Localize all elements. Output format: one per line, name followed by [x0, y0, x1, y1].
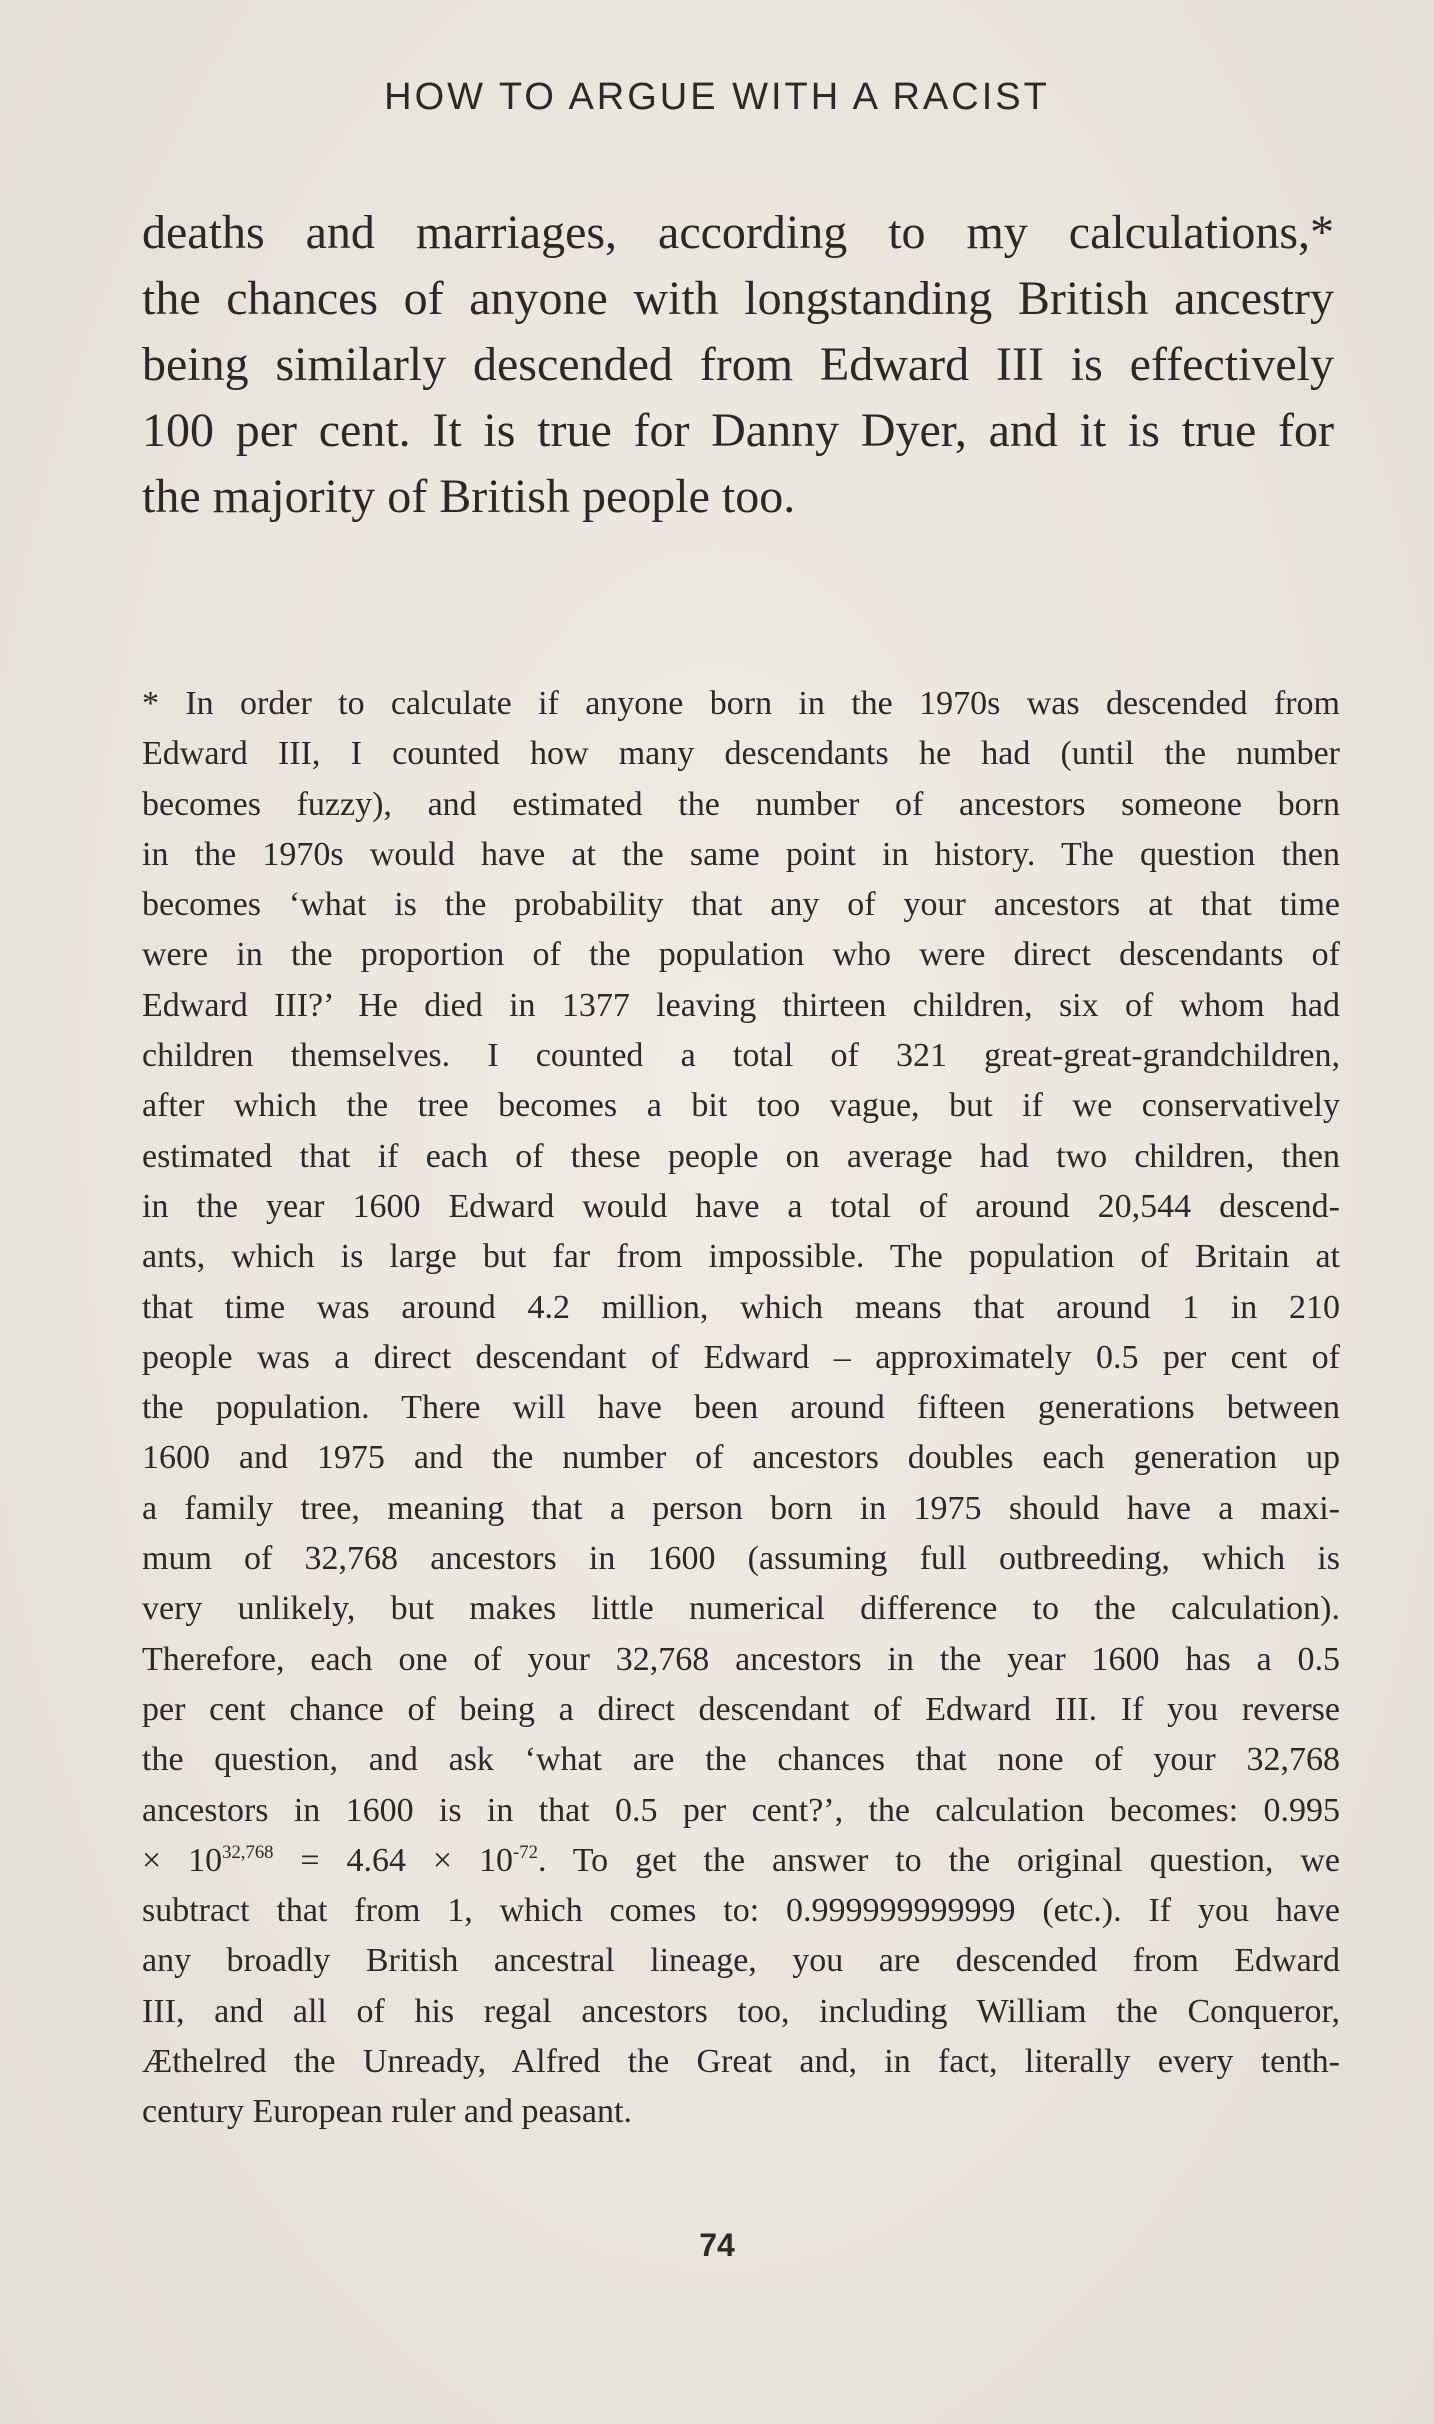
footnote-line: III, and all of his regal ancestors too, including William the Conqueror,	[142, 1992, 1340, 2030]
footnote-formula-line	[142, 1836, 1340, 1886]
footnote-line: ants, which is large but far from impossible. The population of Britain at	[142, 1238, 1340, 1276]
formula-middle: = 4.64 × 10	[273, 1841, 514, 1879]
footnote-line: subtract that from 1, which comes to: 0.999999999999 (etc.). If you have	[142, 1892, 1340, 1930]
footnote-line: were in the proportion of the population who were direct descendants of	[142, 936, 1340, 974]
formula-rest: . To get the answer to the original question, we	[537, 1841, 1340, 1879]
footnote-line: mum of 32,768 ancestors in 1600 (assuming full outbreeding, which is	[142, 1540, 1340, 1578]
footnote-line: in the year 1600 Edward would have a total of around 20,544 descend-	[142, 1187, 1340, 1225]
footnote-line: Therefore, each one of your 32,768 ancestors in the year 1600 has a 0.5	[142, 1640, 1340, 1678]
footnote-line: Edward III, I counted how many descendants he had (until the number	[142, 735, 1340, 773]
footnote-line: that time was around 4.2 million, which means that around 1 in 210	[142, 1288, 1340, 1326]
footnote-line: a family tree, meaning that a person born in 1975 should have a maxi-	[142, 1489, 1340, 1527]
main-line: the chances of anyone with longstanding British ancestry	[142, 272, 1334, 325]
formula-times: × 10	[142, 1841, 223, 1879]
footnote	[142, 679, 1340, 2138]
page-number: 74	[699, 2227, 735, 2263]
main-paragraph	[142, 200, 1334, 530]
footnote-line: the population. There will have been around fifteen generations between	[142, 1389, 1340, 1427]
footnote-line: * In order to calculate if anyone born in the 1970s was descended from	[142, 685, 1340, 722]
main-line: deaths and marriages, according to my calculations,*	[142, 206, 1334, 259]
footnote-line: per cent chance of being a direct descendant of Edward III. If you reverse	[142, 1690, 1340, 1728]
footnote-line: becomes fuzzy), and estimated the number of ancestors someone born	[142, 785, 1340, 823]
formula-exponent: -72	[513, 1841, 538, 1863]
footnote-line: after which the tree becomes a bit too vague, but if we conservatively	[142, 1087, 1340, 1125]
main-line: the majority of British people too.	[142, 470, 796, 523]
footnote-line: any broadly British ancestral lineage, you are descended from Edward	[142, 1942, 1340, 1980]
formula-exponent: 32,768	[222, 1841, 274, 1863]
footnote-line: very unlikely, but makes little numerical difference to the calculation).	[142, 1590, 1340, 1628]
main-line: being similarly descended from Edward III is effectively	[142, 338, 1334, 391]
footnote-line: century European ruler and peasant.	[142, 2093, 632, 2131]
footnote-line: Edward III?’ He died in 1377 leaving thirteen children, six of whom had	[142, 986, 1340, 1024]
footnote-line: ancestors in 1600 is in that 0.5 per cent?’, the calculation becomes: 0.995	[142, 1791, 1340, 1829]
main-line: 100 per cent. It is true for Danny Dyer, and it is true for	[142, 404, 1334, 457]
footnote-line: the question, and ask ‘what are the chances that none of your 32,768	[142, 1741, 1340, 1779]
footnote-line: estimated that if each of these people on average had two children, then	[142, 1137, 1340, 1175]
footnote-line: people was a direct descendant of Edward – approximately 0.5 per cent of	[142, 1338, 1340, 1376]
running-head: HOW TO ARGUE WITH A RACIST	[384, 76, 1050, 118]
footnote-line: children themselves. I counted a total of 321 great-great-grandchildren,	[142, 1037, 1340, 1075]
footnote-line: becomes ‘what is the probability that any of your ancestors at that time	[142, 886, 1340, 924]
footnote-line: Æthelred the Unready, Alfred the Great and, in fact, literally every tenth-	[142, 2043, 1340, 2081]
footnote-line: 1600 and 1975 and the number of ancestors doubles each generation up	[142, 1439, 1340, 1477]
footnote-line: in the 1970s would have at the same point in history. The question then	[142, 835, 1340, 873]
